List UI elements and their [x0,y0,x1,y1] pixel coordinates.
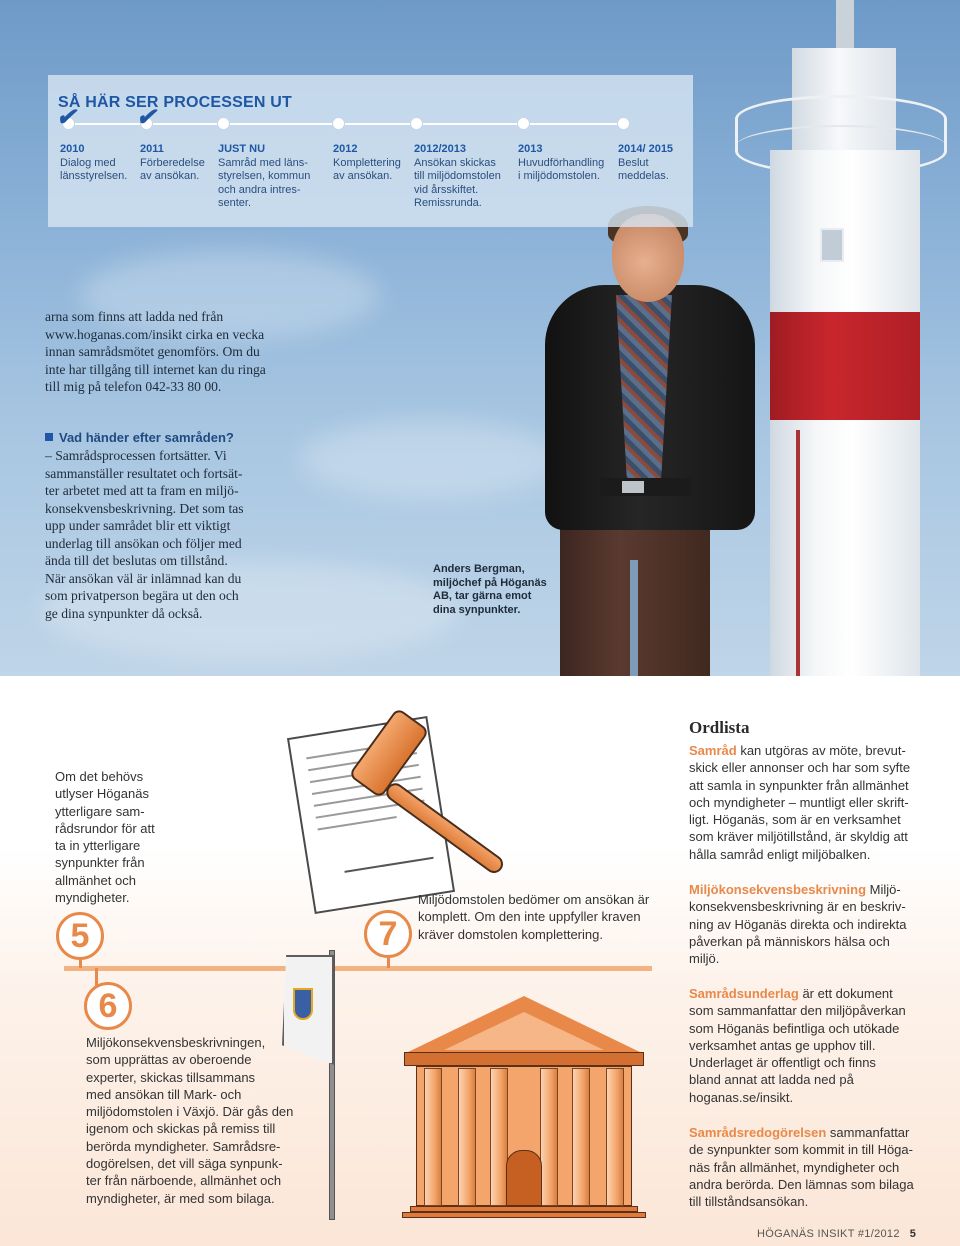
article-text: arna som finns att ladda ned från www.hoganas.com/insikt cirka en vecka innan samrådsmötet genomförs. [45,309,265,359]
process-step [618,143,690,184]
step-7-text: Miljödomstolen bedömer om ansökan är komplett. Om den inte uppfyller kraven kräver domstolen komplettering. [418,892,650,942]
courthouse-column [540,1068,558,1206]
person-leg-gap [630,560,638,676]
bullet-square-icon [45,433,53,441]
step-5-badge: 5 [56,912,104,960]
courthouse-step [402,1212,646,1218]
glossary-term: Samråd [689,743,737,758]
checkmark-icon: ✔ [136,104,157,131]
timeline-dot [517,117,530,130]
glossary-entry [689,1124,925,1210]
process-step [414,143,514,211]
process-step-year: 2011 [140,143,164,155]
lighthouse-red-band [770,312,920,420]
step-6-badge: 6 [84,982,132,1030]
article-question [45,430,234,445]
glossary-term: Samrådsunderlag [689,986,799,1001]
courthouse-door [506,1150,542,1206]
process-step-text: Samråd med läns- styrelsen, kommun och andra intres- senter. [218,156,311,209]
process-step-text: Komplettering av ansökan. [333,156,401,182]
step-7-badge: 7 [364,910,412,958]
article-answer: – Samrådsprocessen fortsätter. Vi sammanställer resultatet och fortsät- ter arbetet med att ta fram en miljö- konsekvensbeskrivning. Det som tas upp under samrådet blir ett viktigt underlag till ansökan och följer med ända till det beslutas om tillstånd. När ansökan väl är inlämnad kan du som privatperson begära ut den och ge dina synpunkter då också. [45,448,244,621]
process-step-year: JUST NU [218,143,266,155]
ordlista-title: Ordlista [689,718,750,737]
lighthouse-lantern [836,0,854,52]
glossary-term: Samrådsredogörelsen [689,1125,827,1140]
timeline-dot [217,117,230,130]
signature-line [341,837,433,873]
courthouse-entablature [404,1052,644,1066]
process-step-year: 2014/ 2015 [618,143,674,155]
glossary-entry [689,881,925,967]
process-step [140,143,216,184]
process-step-text: Huvudförhandling i miljödomstolen. [518,156,605,182]
courthouse-column [424,1068,442,1206]
person-belt [600,478,690,496]
process-step-text: Ansökan skickas till miljödomstolen vid årsskiftet. Remissrunda. [414,156,501,209]
lighthouse-window [820,228,844,262]
process-step-year: 2013 [518,143,543,155]
process-step-year: 2012/2013 [414,143,466,155]
process-step-text: Dialog med länsstyrelsen. [60,156,128,182]
lighthouse-post [796,430,800,676]
process-step-text: Beslut meddelas. [618,156,669,182]
article-text: Om du inte har tillgång till internet kan du ringa till mig på telefon 042-33 80 00. [45,344,266,394]
process-step-year: 2012 [333,143,358,155]
glossary-definition: sammanfattar de synpunkter som kommit in till Höga- näs från allmänhet, myndigheter och andra berörda. Den lämnas som bilaga till tillståndsansökan. [689,1125,914,1210]
process-step-text: Förberedelse av ansökan. [140,156,205,182]
timeline-dot [410,117,423,130]
page-footer [757,1228,916,1240]
process-title: SÅ HÄR SER PROCESSEN UT [58,94,292,111]
courthouse-column [606,1068,624,1206]
step-6-text: Miljökonsekvensbeskrivningen, som upprättas av oberoende experter, skickas tillsammans med ansökan till Mark- och miljödomstolen i Växjö. Där gås den igenom och skickas på remiss till berörda myndigheter. Samrådsre- dogörelsen, det vill säga synpunk- ter från närboende, allmänhet och myndigheter, är med som bilaga. [86,1035,294,1206]
person-belt-buckle [622,481,644,493]
document-line [317,816,396,830]
timeline-dot [617,117,630,130]
photo-caption: Anders Bergman, miljöchef på Höganäs AB, tar gärna emot dina synpunkter. [433,563,547,616]
glossary-definition: Miljö- konsekvensbeskrivning är en beskriv- ning av Höganäs direkta och indirekta påverkan på människors hälsa och miljö. [689,882,907,967]
glossary-definition: kan utgöras av möte, brevut- skick eller annonser och har som syfte att samla in synpunkter från allmänhet och myndigheter – muntligt eller skrift- ligt. Höganäs, som är en verksamhet som kräver miljötillstånd, är skyldig att hålla samråd enligt miljöbalken. [689,743,911,862]
coat-of-arms-icon [293,988,313,1020]
page-number: 5 [909,1228,917,1240]
article-paragraph [45,308,275,396]
courthouse-column [572,1068,590,1206]
person-face [612,214,684,302]
process-step [60,143,138,184]
process-step [218,143,328,211]
courthouse-column [458,1068,476,1206]
publication-name: HÖGANÄS INSIKT #1/2012 [757,1228,900,1240]
step-5-text: Om det behövs utlyser Höganäs ytterligare sam- rådsrundor för att ta in ytterligare synpunkter från allmänhet och myndigheter. [55,769,155,906]
timeline-dot [332,117,345,130]
process-step [333,143,413,184]
process-step-year: 2010 [60,143,85,155]
glossary-term: Miljökonsekvensbeskrivning [689,882,867,897]
checkmark-icon: ✔ [56,104,77,131]
process-step [518,143,616,184]
glossary-entry [689,742,925,863]
steps-timeline-bar [64,966,652,971]
question-text: Vad händer efter samråden? [59,430,234,445]
glossary-definition: är ett dokument som sammanfattar den miljöpåverkan som Höganäs befintliga och utökade verksamhet antas ge upphov till. Underlaget är offentligt och finns bland annat att ladda ned på hoganas.se/insikt. [689,986,906,1105]
glossary-entry [689,985,925,1106]
